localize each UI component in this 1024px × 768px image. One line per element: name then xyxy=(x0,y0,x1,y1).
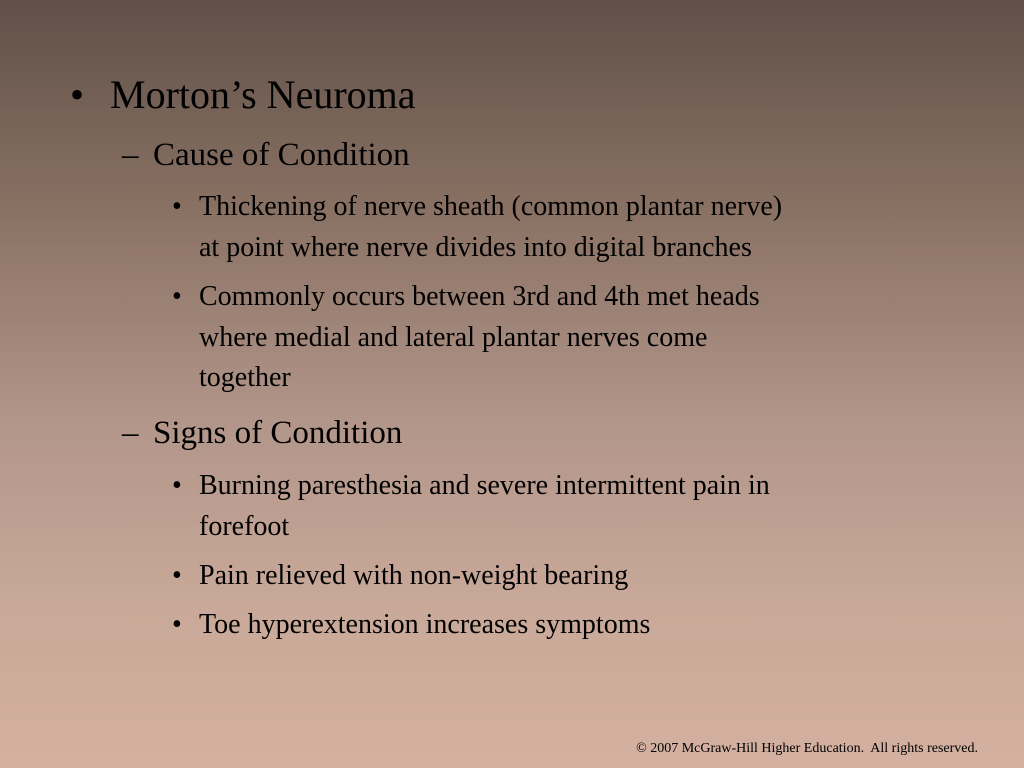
dash-marker: – xyxy=(122,137,139,173)
bullet-text xyxy=(199,466,770,547)
bullet-marker: • xyxy=(172,470,182,501)
section-title: Cause of Condition xyxy=(153,137,410,173)
bullet-line: Commonly occurs between 3rd and 4th met heads xyxy=(199,281,760,312)
copyright-footer: © 2007 McGraw-Hill Higher Education. All rights reserved. xyxy=(636,741,978,756)
dash-marker: – xyxy=(122,415,139,451)
bullet-line: Thickening of nerve sheath (common plantar nerve) xyxy=(199,191,783,222)
bullet-line: Burning paresthesia and severe intermittent pain in xyxy=(199,470,770,501)
bullet-line: where medial and lateral plantar nerves come xyxy=(199,321,708,353)
bullet-line: together xyxy=(199,362,291,393)
bullet-text xyxy=(199,187,782,268)
slide-heading: Morton’s Neuroma xyxy=(110,72,416,117)
bullet-marker: • xyxy=(70,72,85,117)
bullet-text xyxy=(199,556,628,597)
bullet-text xyxy=(199,605,650,646)
bullet-text xyxy=(199,277,760,399)
bullet-line: at point where nerve divides into digital branches xyxy=(199,231,752,263)
bullet-line: Toe hyperextension increases symptoms xyxy=(199,609,651,640)
bullet-marker: • xyxy=(172,609,182,640)
bullet-line: Pain relieved with non-weight bearing xyxy=(199,560,629,591)
bullet-marker: • xyxy=(172,281,182,312)
bullet-line: forefoot xyxy=(199,510,290,542)
bullet-marker: • xyxy=(172,560,182,591)
bullet-marker: • xyxy=(172,191,182,222)
section-title: Signs of Condition xyxy=(153,415,403,451)
